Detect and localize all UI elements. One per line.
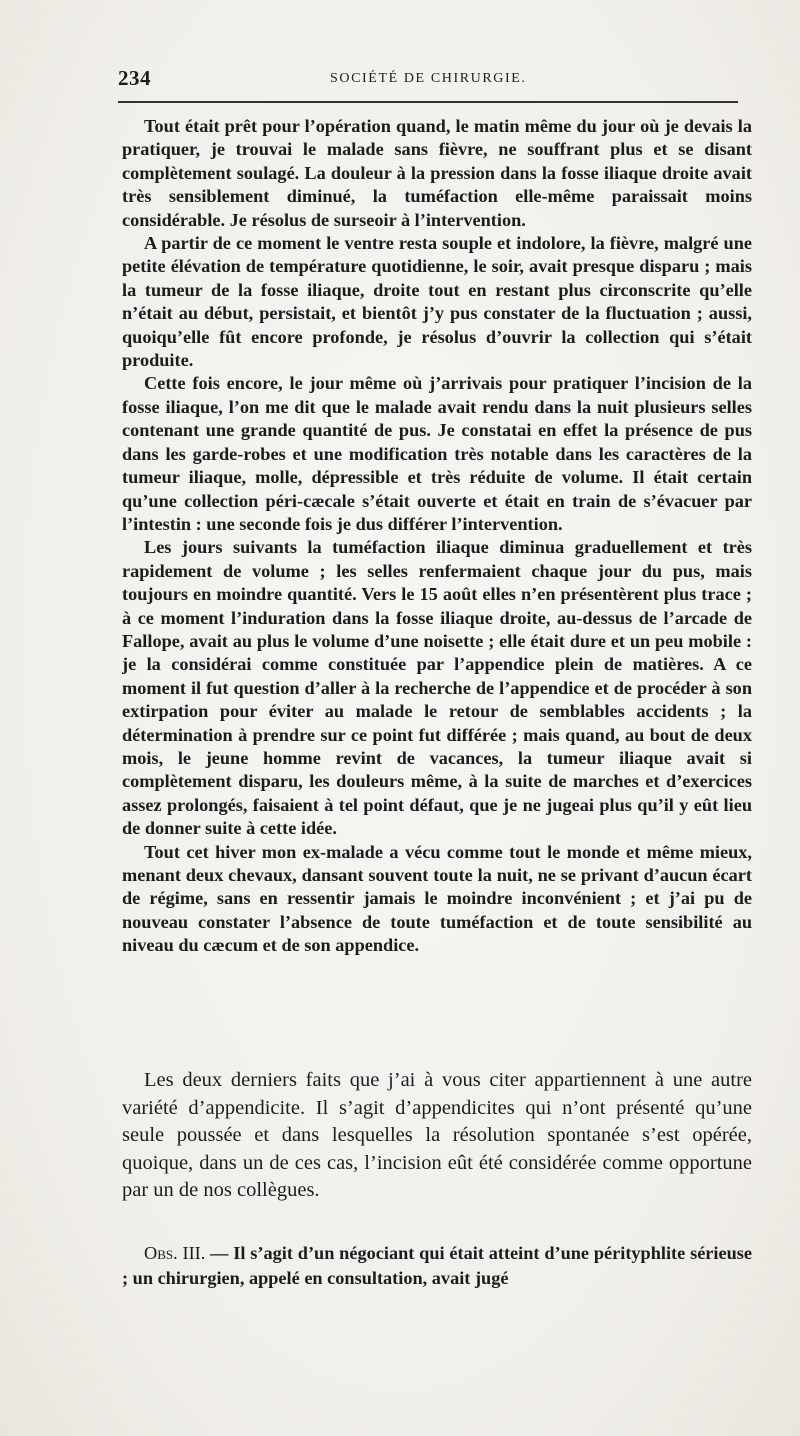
paragraph: Les deux derniers faits que j’ai à vous citer appartiennent à une autre variété d’appendicite. Il s’agit d’appendicites qui n’ont présenté qu’une seule poussée et dans lesquelles la résolution spontanée s’est opérée, quoique, dans un de ces cas, l’incision eût été considérée comme opportune par un de nos collègues. <box>122 1069 752 1201</box>
running-title: SOCIÉTÉ DE CHIRURGIE. <box>330 71 527 86</box>
header-rule <box>118 101 738 103</box>
page-number: 234 <box>118 66 151 90</box>
paragraph: Les jours suivants la tuméfaction iliaque diminua graduellement et très rapidement de volume ; les selles renfermaient chaque jour du pus, mais toujours en moindre quantité. Vers le 15 août elles n’en présentèrent plus trace ; à ce moment l’induration dans la fosse iliaque droite, au-dessus de l’arcade de Fallope, avait au plus le volume d’une noisette ; elle était dure et un peu mobile : je la considérai comme constituée par l’appendice plein de matières. A ce moment il fut question d’aller à la recherche de l’appendice et de procéder à son extirpation pour éviter au malade le retour de semblables accidents ; la détermination à prendre sur ce point fut différée ; mais quand, au bout de deux mois, le jeune homme revint de vacances, la tumeur iliaque avait si complètement disparu, les douleurs même, à la suite de marches et d’exercices assez prolongés, faisaient à tel point défaut, que je ne jugeai plus qu’il y eût lieu de donner suite à cette idée. <box>122 537 752 839</box>
paragraph: Tout cet hiver mon ex-malade a vécu comme tout le monde et même mieux, menant deux chevaux, dansant souvent toute la nuit, ne se privant d’aucun écart de régime, sans en ressentir jamais le moindre inconvénient ; et j’ai pu de nouveau constater l’absence de toute tuméfaction et de toute sensibilité au niveau du cæcum et de son appendice. <box>122 841 752 956</box>
body-section-1 <box>122 115 752 958</box>
body-section-3 <box>122 1241 752 1290</box>
paragraph: Cette fois encore, le jour même où j’arrivais pour pratiquer l’incision de la fosse iliaque, l’on me dit que le malade avait rendu dans la nuit plusieurs selles contenant une grande quantité de pus. Je constatai en effet la présence de pus dans les garde-robes et une modification très notable dans les caractères de la tumeur iliaque, molle, dépressible et très réduite de volume. Il était certain qu’une collection péri-cæcale s’était ouverte et était en train de s’évacuer par l’intestin : une seconde fois je dus différer l’intervention. <box>122 373 752 534</box>
observation-text: — Il s’agit d’un négociant qui était atteint d’une pérityphlite sérieuse ; un chirurgien, appelé en consultation, avait jugé <box>122 1243 753 1288</box>
observation-label: Obs. III. <box>144 1243 206 1263</box>
body-section-2 <box>122 1067 752 1205</box>
running-header <box>118 66 738 94</box>
paragraph: A partir de ce moment le ventre resta souple et indolore, la fièvre, malgré une petite élévation de température quotidienne, le soir, avait presque disparu ; mais la tumeur de la fosse iliaque, droite tout en restant plus circonscrite qu’elle n’était au début, persistait, et bientôt j’y pus constater de la fluctuation ; aussi, quoiqu’elle fût encore profonde, je résolus d’ouvrir la collection qui s’était produite. <box>122 233 752 371</box>
paragraph: Tout était prêt pour l’opération quand, le matin même du jour où je devais la pratiquer, je trouvai le malade sans fièvre, ne souffrant plus et se disant complètement soulagé. La douleur à la pression dans la fosse iliaque droite avait très sensiblement diminué, la tuméfaction elle-même paraissait moins considérable. Je résolus de surseoir à l’intervention. <box>122 116 752 230</box>
observation-paragraph <box>122 1241 752 1290</box>
